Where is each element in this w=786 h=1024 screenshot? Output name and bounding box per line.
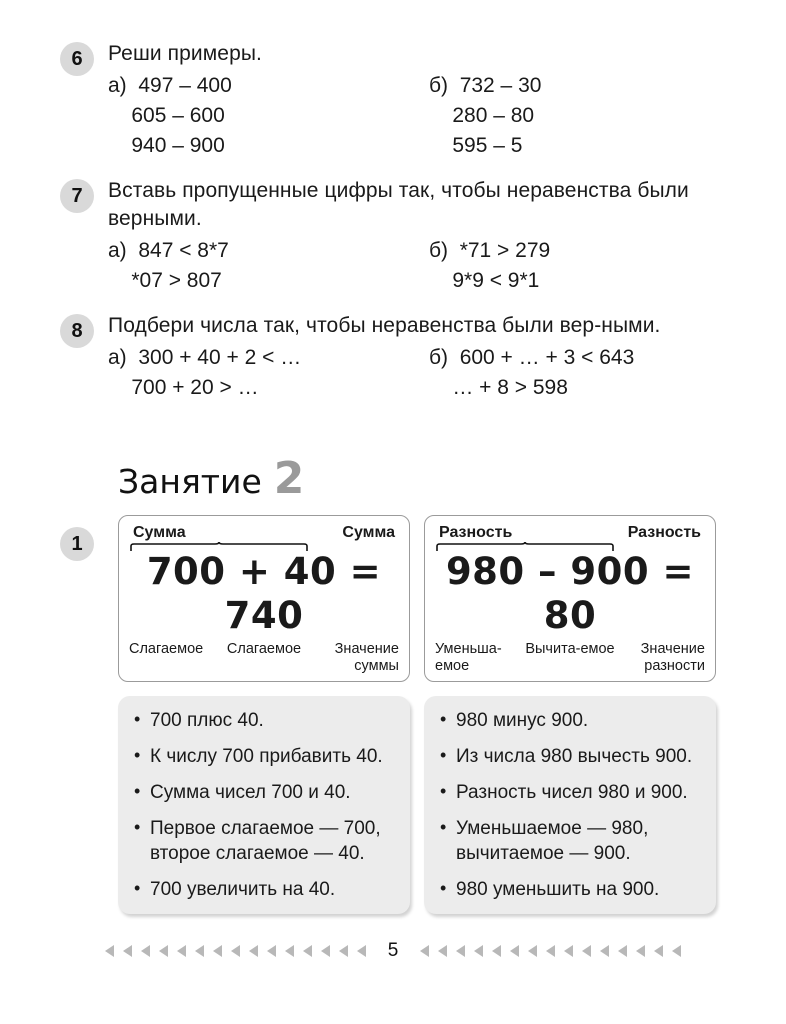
exercise-columns <box>108 236 726 296</box>
triangle-icon <box>141 945 150 957</box>
list-item: • Первое слагаемое — 700, второе слагаемое — 40. <box>134 816 396 866</box>
sum-panel-top-labels <box>129 524 399 542</box>
triangle-icon <box>357 945 366 957</box>
triangle-icon <box>528 945 537 957</box>
triangle-icon <box>339 945 348 957</box>
lesson-heading <box>118 453 726 504</box>
difference-description-card <box>424 696 716 914</box>
triangle-icon <box>492 945 501 957</box>
list-item: • 700 увеличить на 40. <box>134 877 396 902</box>
triangle-icon <box>474 945 483 957</box>
minuend-label: Уменьша-емое <box>435 641 502 674</box>
exercise-number-badge: 6 <box>60 42 94 76</box>
exercise-body <box>108 312 726 403</box>
description-cards <box>118 696 726 914</box>
difference-label-left: Разность <box>439 524 513 541</box>
exercise-number-badge: 8 <box>60 314 94 348</box>
list-item: • 980 уменьшить на 900. <box>440 877 702 902</box>
exercise-column-left <box>108 343 417 403</box>
sum-label-left: Сумма <box>133 524 186 541</box>
exercise-column-right <box>417 71 726 161</box>
sum-formula-panel <box>118 515 410 682</box>
list-item: • Уменьшаемое — 980, вычитаемое — 900. <box>440 816 702 866</box>
triangle-icon <box>231 945 240 957</box>
exercise-column-left <box>108 236 417 296</box>
triangle-icon <box>456 945 465 957</box>
triangle-icon <box>123 945 132 957</box>
triangle-icon <box>546 945 555 957</box>
sum-label-right: Сумма <box>342 524 395 541</box>
sum-description-list <box>134 708 396 902</box>
exercise-line: *07 > 807 <box>108 269 222 292</box>
exercise-line: 280 – 80 <box>429 104 535 127</box>
list-item: • 980 минус 900. <box>440 708 702 733</box>
list-item: • 700 плюс 40. <box>134 708 396 733</box>
list-item: • К числу 700 прибавить 40. <box>134 744 396 769</box>
difference-description-list <box>440 708 702 902</box>
exercise-body <box>108 40 726 161</box>
exercise-line: 700 + 20 > … <box>108 376 259 399</box>
triangle-icon <box>249 945 258 957</box>
exercise-line: б) 600 + … + 3 < 643 <box>429 346 635 369</box>
exercise-7 <box>60 177 726 296</box>
triangle-icon <box>267 945 276 957</box>
triangle-icon <box>582 945 591 957</box>
triangle-icon <box>438 945 447 957</box>
lesson-heading-number: 2 <box>273 453 305 504</box>
list-item: • Из числа 980 вычесть 900. <box>440 744 702 769</box>
lesson-heading-word: Занятие <box>118 462 262 501</box>
exercise-8 <box>60 312 726 403</box>
triangle-icon <box>105 945 114 957</box>
exercise-column-right <box>417 343 726 403</box>
subtrahend-label: Вычита-емое <box>525 641 615 657</box>
difference-panel-top-labels <box>435 524 705 542</box>
page-footer <box>0 940 786 962</box>
triangle-icon <box>420 945 429 957</box>
triangle-icon <box>303 945 312 957</box>
triangle-icon <box>177 945 186 957</box>
sum-panel-bottom-labels <box>129 641 399 675</box>
difference-formula-panel <box>424 515 716 682</box>
exercise-line: 940 – 900 <box>108 134 225 157</box>
exercise-title: Реши примеры. <box>108 42 262 65</box>
exercise-number-badge: 7 <box>60 179 94 213</box>
exercise-column-left <box>108 71 417 161</box>
sum-term-1-label: Слагаемое <box>129 641 204 657</box>
triangle-icon <box>636 945 645 957</box>
sum-result-label: Значение суммы <box>334 641 399 674</box>
exercise-line: 9*9 < 9*1 <box>429 269 540 292</box>
sum-brace <box>129 542 399 552</box>
triangle-icon <box>321 945 330 957</box>
triangle-icon <box>213 945 222 957</box>
sum-term-2-label: Слагаемое <box>226 641 302 657</box>
exercise-line: а) 847 < 8*7 <box>108 239 229 262</box>
exercise-line: … + 8 > 598 <box>429 376 568 399</box>
exercise-body <box>108 177 726 296</box>
difference-panel-bottom-labels <box>435 641 705 675</box>
triangle-icon <box>195 945 204 957</box>
triangle-icon <box>159 945 168 957</box>
exercise-columns <box>108 71 726 161</box>
footer-ornament-right <box>420 945 681 957</box>
exercise-column-right <box>417 236 726 296</box>
sum-description-card <box>118 696 410 914</box>
list-item: • Сумма чисел 700 и 40. <box>134 780 396 805</box>
exercise-title: Подбери числа так, чтобы неравенства были вер-ными. <box>108 314 661 337</box>
triangle-icon <box>564 945 573 957</box>
exercise-line: 605 – 600 <box>108 104 225 127</box>
exercise-line: б) 732 – 30 <box>429 74 542 97</box>
difference-brace <box>435 542 705 552</box>
difference-label-right: Разность <box>627 524 701 541</box>
triangle-icon <box>672 945 681 957</box>
exercise-6 <box>60 40 726 161</box>
triangle-icon <box>510 945 519 957</box>
exercise-line: а) 497 – 400 <box>108 74 232 97</box>
exercise-number-badge: 1 <box>60 527 94 561</box>
formula-panels <box>71 515 726 682</box>
brace-icon <box>129 542 401 552</box>
exercise-line: 595 – 5 <box>429 134 523 157</box>
page-number: 5 <box>387 940 399 961</box>
difference-result-label: Значение разности <box>640 641 705 674</box>
exercise-line: а) 300 + 40 + 2 < … <box>108 346 302 369</box>
triangle-icon <box>285 945 294 957</box>
difference-formula-text: 980 – 900 = 80 <box>445 550 695 637</box>
triangle-icon <box>618 945 627 957</box>
triangle-icon <box>600 945 609 957</box>
exercise-columns <box>108 343 726 403</box>
exercise-line: б) *71 > 279 <box>429 239 551 262</box>
sum-formula-text: 700 + 40 = 740 <box>146 550 382 637</box>
brace-icon <box>435 542 707 552</box>
exercise-title: Вставь пропущенные цифры так, чтобы неравенства были верными. <box>108 179 689 230</box>
footer-ornament-left <box>105 945 366 957</box>
triangle-icon <box>654 945 663 957</box>
list-item: • Разность чисел 980 и 900. <box>440 780 702 805</box>
